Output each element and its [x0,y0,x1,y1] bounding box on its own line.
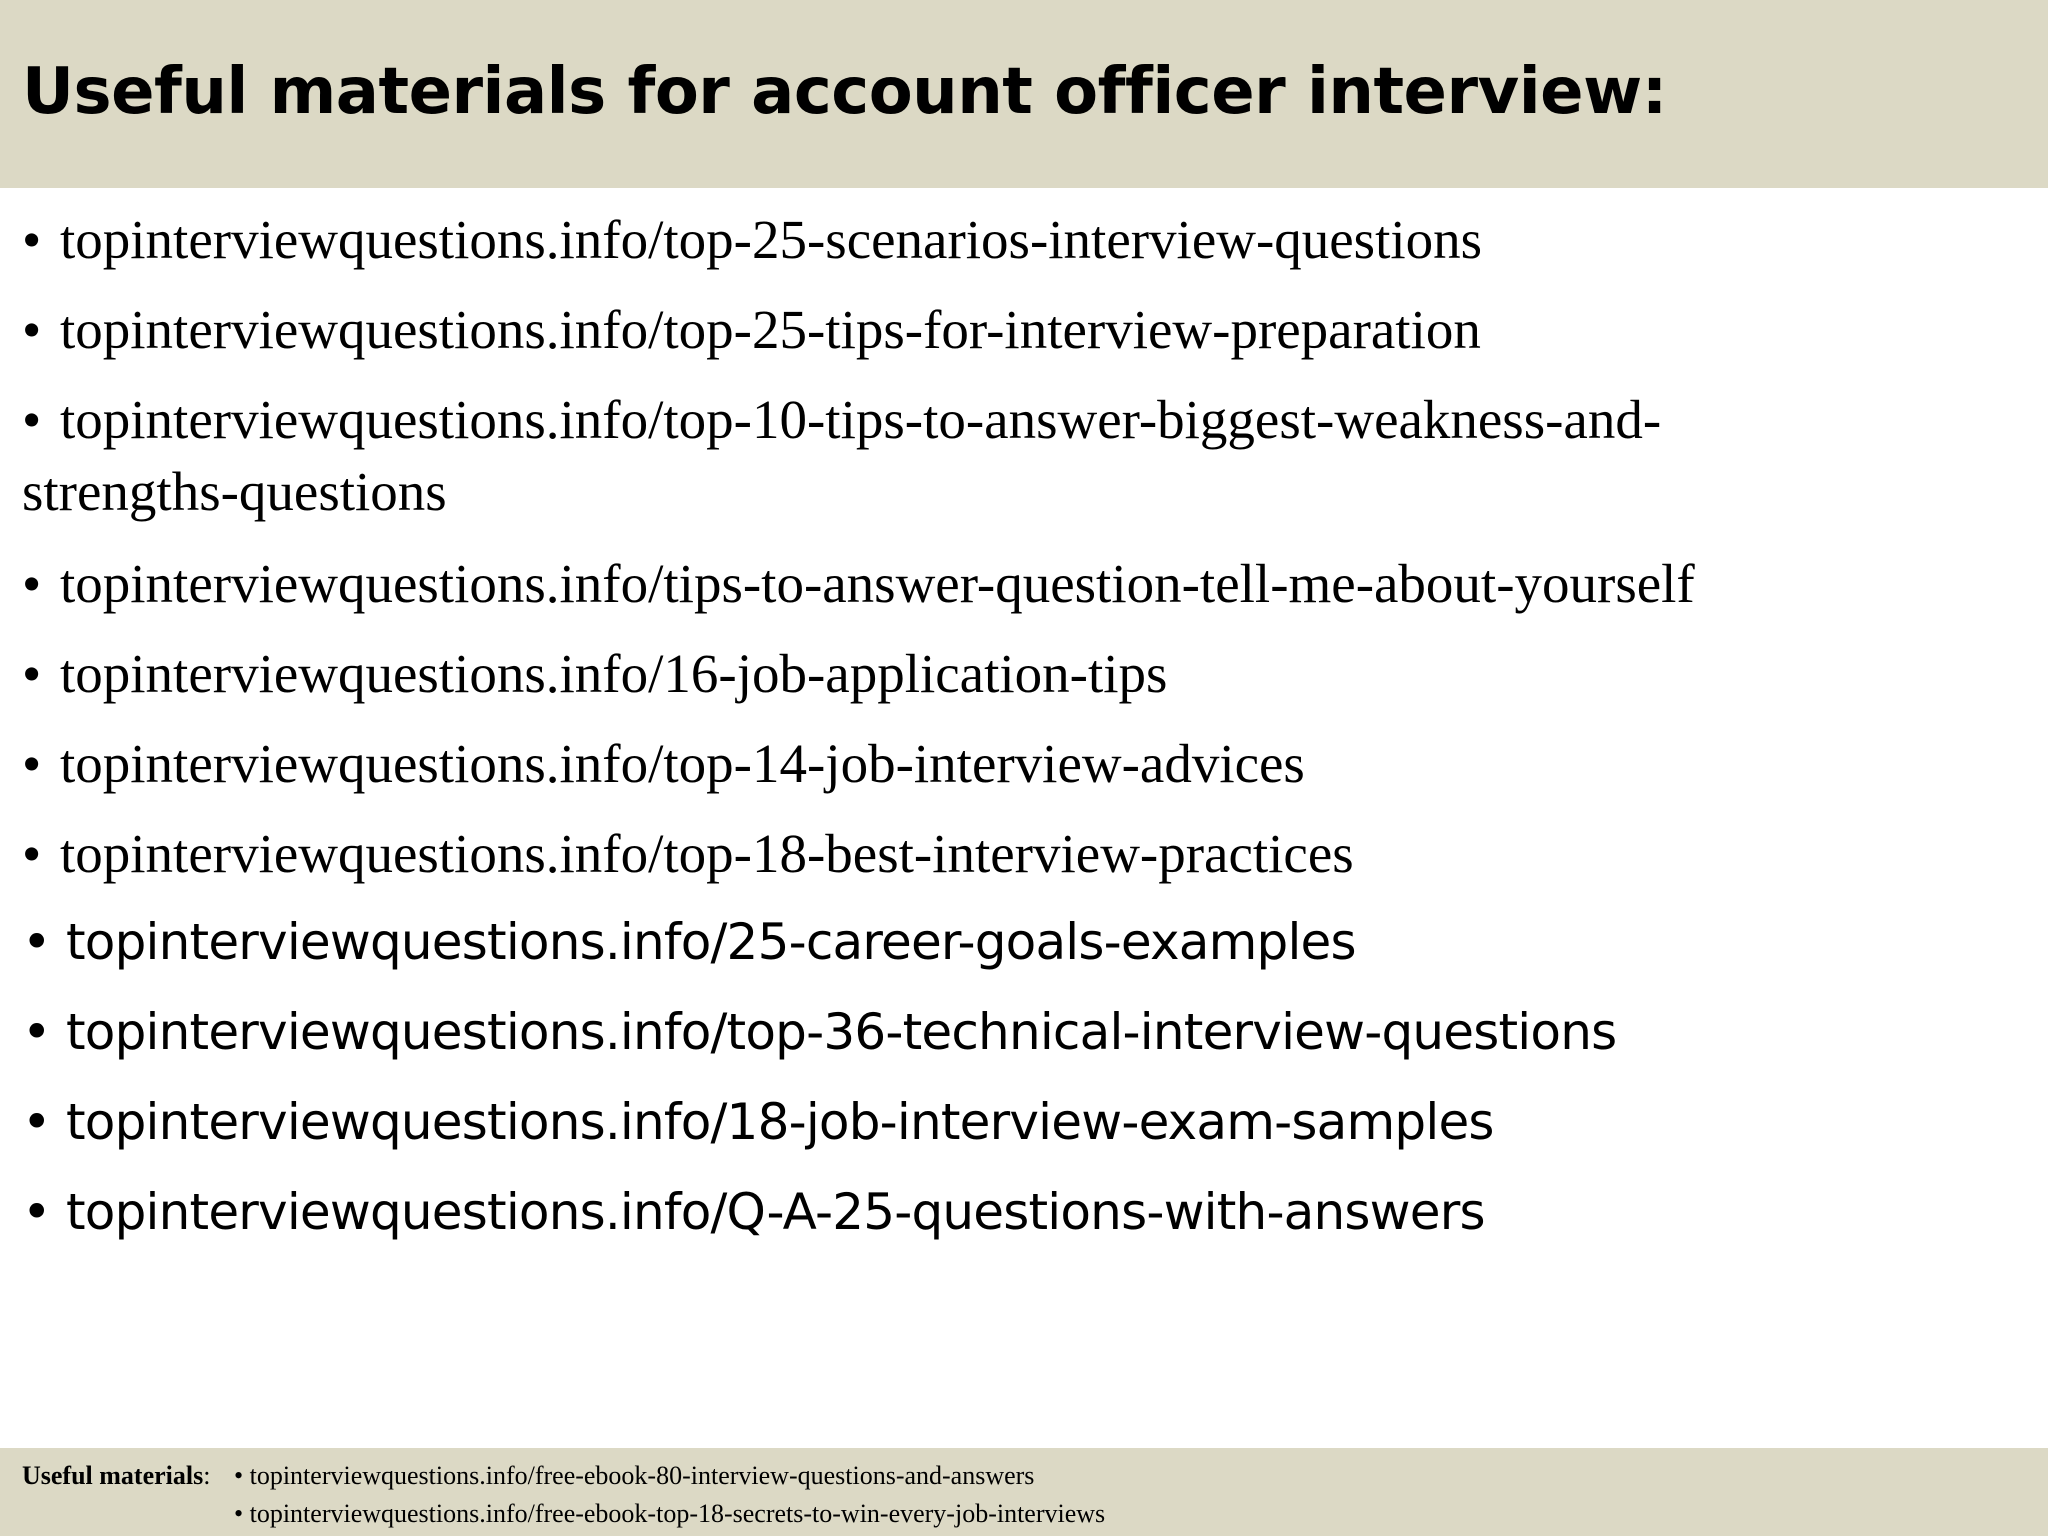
link-text[interactable]: topinterviewquestions.info/top-18-best-interview-practices [60,823,1354,884]
link-text-continued[interactable]: strengths-questions [22,461,447,522]
slide-title: Useful materials for account officer interview: [22,55,1667,129]
link-text[interactable]: topinterviewquestions.info/top-25-scenarios-interview-questions [60,209,1483,270]
bullet-glyph: • [22,389,42,450]
footer-label-text: Useful materials [22,1461,204,1490]
footer-link[interactable]: • topinterviewquestions.info/free-ebook-top-18-secrets-to-win-every-job-interviews [234,1499,1106,1528]
link-item [22,294,1481,366]
link-text[interactable]: topinterviewquestions.info/top-10-tips-to-answer-biggest-weakness-and- [60,389,1662,450]
bullet-glyph: • [22,823,42,884]
footer-band [0,1448,2048,1536]
link-item [22,384,1661,528]
link-text[interactable]: topinterviewquestions.info/top-14-job-interview-advices [60,733,1305,794]
bullet-glyph: • [22,913,51,971]
link-item [22,638,1167,710]
link-text[interactable]: topinterviewquestions.info/top-25-tips-for-interview-preparation [60,299,1481,360]
link-item [22,548,1695,620]
footer-link[interactable]: • topinterviewquestions.info/free-ebook-80-interview-questions-and-answers [234,1461,1035,1490]
link-text[interactable]: topinterviewquestions.info/18-job-interview-exam-samples [66,1093,1494,1151]
bullet-glyph: • [22,1093,51,1151]
bullet-glyph: • [22,209,42,270]
link-item [22,906,1356,978]
bullet-glyph: • [22,1003,51,1061]
link-item [22,728,1305,800]
bullet-glyph: • [22,733,42,794]
link-text[interactable]: topinterviewquestions.info/25-career-goals-examples [66,913,1356,971]
bullet-glyph: • [22,1183,51,1241]
bullet-glyph: • [22,553,42,614]
footer-label [22,1458,210,1494]
link-text[interactable]: topinterviewquestions.info/Q-A-25-questions-with-answers [66,1183,1485,1241]
bullet-glyph: • [22,643,42,704]
link-text[interactable]: topinterviewquestions.info/tips-to-answer-question-tell-me-about-yourself [60,553,1695,614]
link-item [22,1086,1494,1158]
bullet-glyph: • [22,299,42,360]
footer-label-colon: : [203,1461,211,1490]
link-text[interactable]: topinterviewquestions.info/top-36-technical-interview-questions [66,1003,1617,1061]
link-item [22,818,1354,890]
link-text[interactable]: topinterviewquestions.info/16-job-application-tips [60,643,1168,704]
link-item [22,204,1482,276]
link-item [22,1176,1485,1248]
link-item [22,996,1616,1068]
